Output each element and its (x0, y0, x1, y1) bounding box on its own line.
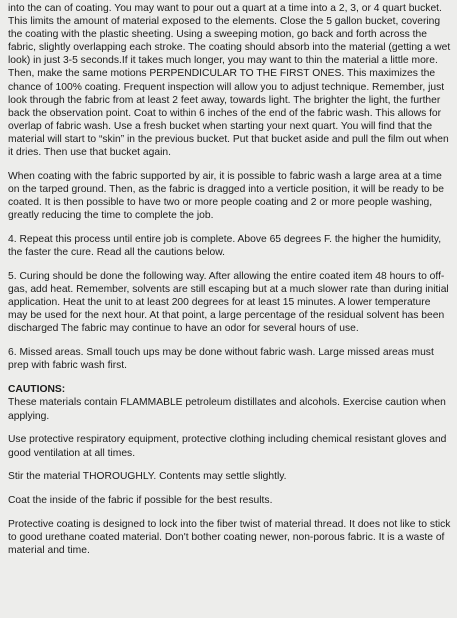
cautions-heading: CAUTIONS: (8, 384, 66, 396)
paragraph-step-4: 4. Repeat this process until entire job is complete. Above 65 degrees F. the higher the humidity, the faster the cure. Read all the cautions below. (8, 234, 442, 259)
caution-stir: Stir the material THOROUGHLY. Contents may settle slightly. (8, 471, 287, 483)
caution-flammable: These materials contain FLAMMABLE petroleum distillates and alcohols. Exercise caution when applying. (8, 397, 446, 422)
paragraph-air-supported-coating: When coating with the fabric supported by air, it is possible to fabric wash a large area at a time on the tarped ground. Then, as the fabric is dragged into a verticle position, it will be ready to be coated. It is then possible to have two or more people coating and 2 or more people washing, greatly reducing the time to complete the job. (8, 170, 444, 222)
paragraph-step-5-curing: 5. Curing should be done the following way. After allowing the entire coated item 48 hours to off-gas, add heat. Remember, solvents are still escaping but at a much slower rate than during initial application. Heat the unit to at least 200 degrees for at least 15 minutes. A lower temperature may be used for the next hour. At that point, a large percentage of the residual solvent has been discharged The fabric may continue to have an odor for several hours of use. (8, 271, 449, 335)
caution-coat-inside: Coat the inside of the fabric if possible for the best results. (8, 495, 273, 507)
paragraph-coating-technique: into the can of coating. You may want to pour out a quart at a time into a 2, 3, or 4 quart bucket. This limits the amount of material exposed to the elements. Close the 5 gallon bucket, covering the coating with the plastic sheeting. Using a sweeping motion, go back and forth across the fabric, slightly overlapping each stroke. The coating should absorb into the material (getting a wet look) in just 3-5 seconds.If it takes much longer, you may want to thin the material a little more. Then, make the same motions PERPENDICULAR TO THE FIRST ONES. This maximizes the chance of 100% coating. Frequent inspection will allow you to adjust technique. Remember, just look through the fabric from at least 2 feet away, towards light. The brighter the light, the further back the observation point. Coat to within 6 inches of the end of the fabric wash. This allows for overlap of fabric wash. Use a fresh bucket when starting your next quart. You will find that the material will start to “skin” in the previous bucket. Put that bucket aside and pull the film out when it dries. Then use that bucket again. (8, 3, 451, 159)
caution-protective-coating: Protective coating is designed to lock into the fiber twist of material thread. It does not like to stick to good urethane coated material. Don't bother coating newer, non-porous fabric. It is a waste of material and time. (8, 519, 451, 557)
paragraph-step-6-missed-areas: 6. Missed areas. Small touch ups may be done without fabric wash. Large missed areas must prep with fabric wash first. (8, 347, 434, 372)
caution-protective-equipment: Use protective respiratory equipment, protective clothing including chemical resistant gloves and good ventilation at all times. (8, 434, 447, 459)
